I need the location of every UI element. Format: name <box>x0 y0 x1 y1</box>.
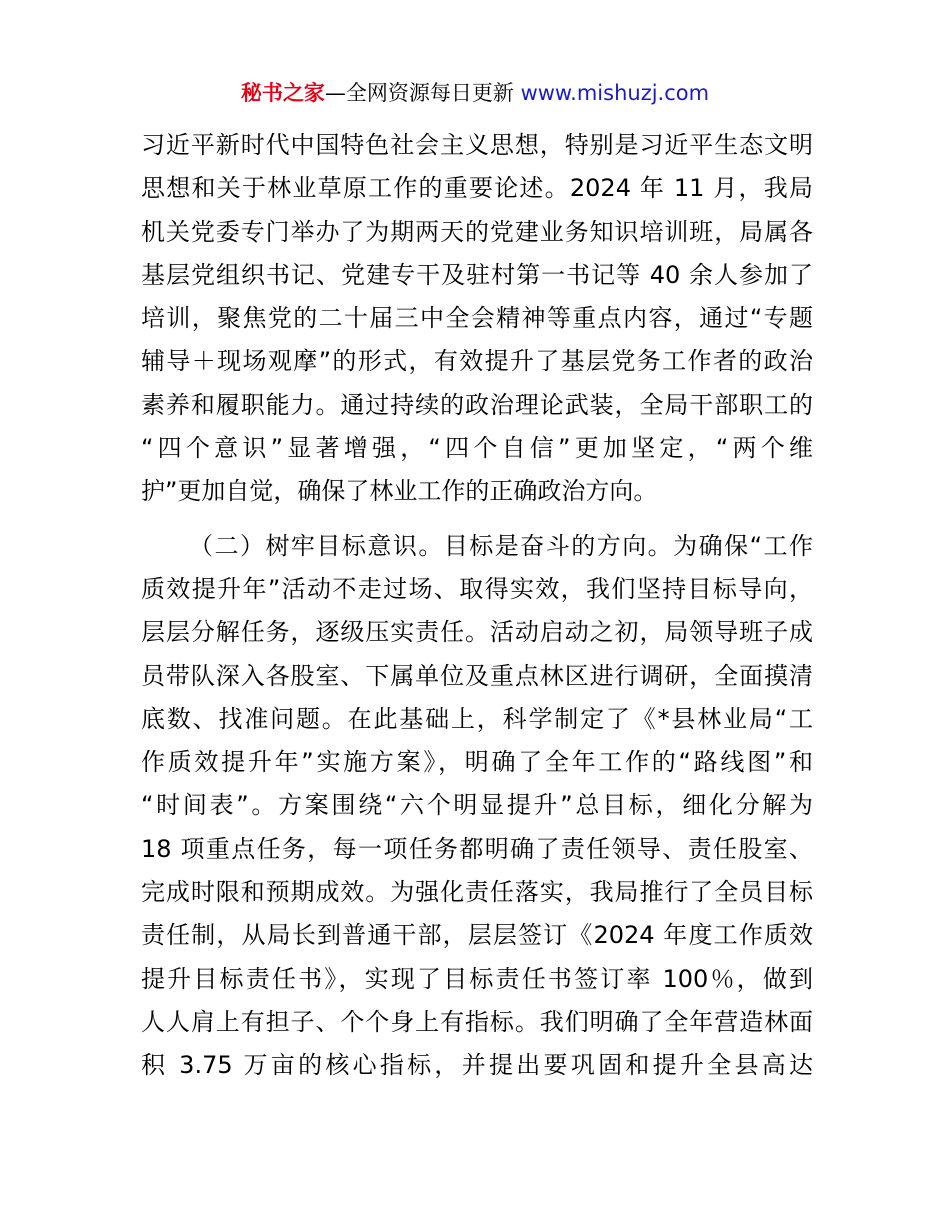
site-header <box>0 78 950 108</box>
document-body <box>141 124 813 1088</box>
text-line: 培训，聚焦党的二十届三中全会精神等重点内容，通过“专题 <box>141 304 813 333</box>
text-line: 护”更加自觉，确保了林业工作的正确政治方向。 <box>141 477 658 506</box>
text-line: 层层分解任务，逐级压实责任。活动启动之初，局领导班子成 <box>141 618 813 647</box>
text-line: 人人肩上有担子、个个身上有指标。我们明确了全年营造林面 <box>141 1007 813 1036</box>
text-line: 底数、找准问题。在此基础上，科学制定了《*县林业局“工 <box>141 704 813 733</box>
text-line: （二）树牢目标意识。目标是奋斗的方向。为确保“工作 <box>189 531 813 560</box>
site-url-link[interactable]: www.mishuzj.com <box>520 81 710 105</box>
text-line: “时间表”。方案围绕“六个明显提升”总目标，细化分解为 <box>141 791 813 820</box>
text-line: 质效提升年”活动不走过场、取得实效，我们坚持目标导向， <box>141 574 813 603</box>
paragraph-spacer <box>141 514 813 525</box>
text-line: 18 项重点任务，每一项任务都明确了责任领导、责任股室、 <box>141 834 813 863</box>
text-line: 习近平新时代中国特色社会主义思想，特别是习近平生态文明 <box>141 131 813 159</box>
text-line: 机关党委专门举办了为期两天的党建业务知识培训班，局属各 <box>141 217 813 246</box>
brand-name: 秘书之家 <box>240 81 325 105</box>
text-line: 责任制，从局长到普通干部，层层签订《2024 年度工作质效 <box>141 921 813 950</box>
text-line: 素养和履职能力。通过持续的政治理论武装，全局干部职工的 <box>141 390 813 419</box>
text-line: 基层党组织书记、党建专干及驻村第一书记等 40 余人参加了 <box>141 260 813 289</box>
text-line: “四个意识”显著增强，“四个自信”更加坚定，“两个维 <box>141 434 813 463</box>
paragraph-2 <box>141 525 813 1088</box>
text-line: 辅导＋现场观摩”的形式，有效提升了基层党务工作者的政治 <box>141 347 813 376</box>
text-line: 提升目标责任书》，实现了目标责任书签订率 100％，做到 <box>141 964 813 993</box>
site-tagline: —全网资源每日更新 <box>324 81 514 105</box>
paragraph-1 <box>141 124 813 514</box>
text-line: 思想和关于林业草原工作的重要论述。2024 年 11 月，我局 <box>141 174 813 203</box>
text-line: 积 3.75 万亩的核心指标，并提出要巩固和提升全县高达 <box>141 1051 813 1080</box>
text-line: 完成时限和预期成效。为强化责任落实，我局推行了全员目标 <box>141 878 813 907</box>
text-line: 员带队深入各股室、下属单位及重点林区进行调研，全面摸清 <box>141 661 813 690</box>
text-line: 作质效提升年”实施方案》，明确了全年工作的“路线图”和 <box>141 748 813 777</box>
